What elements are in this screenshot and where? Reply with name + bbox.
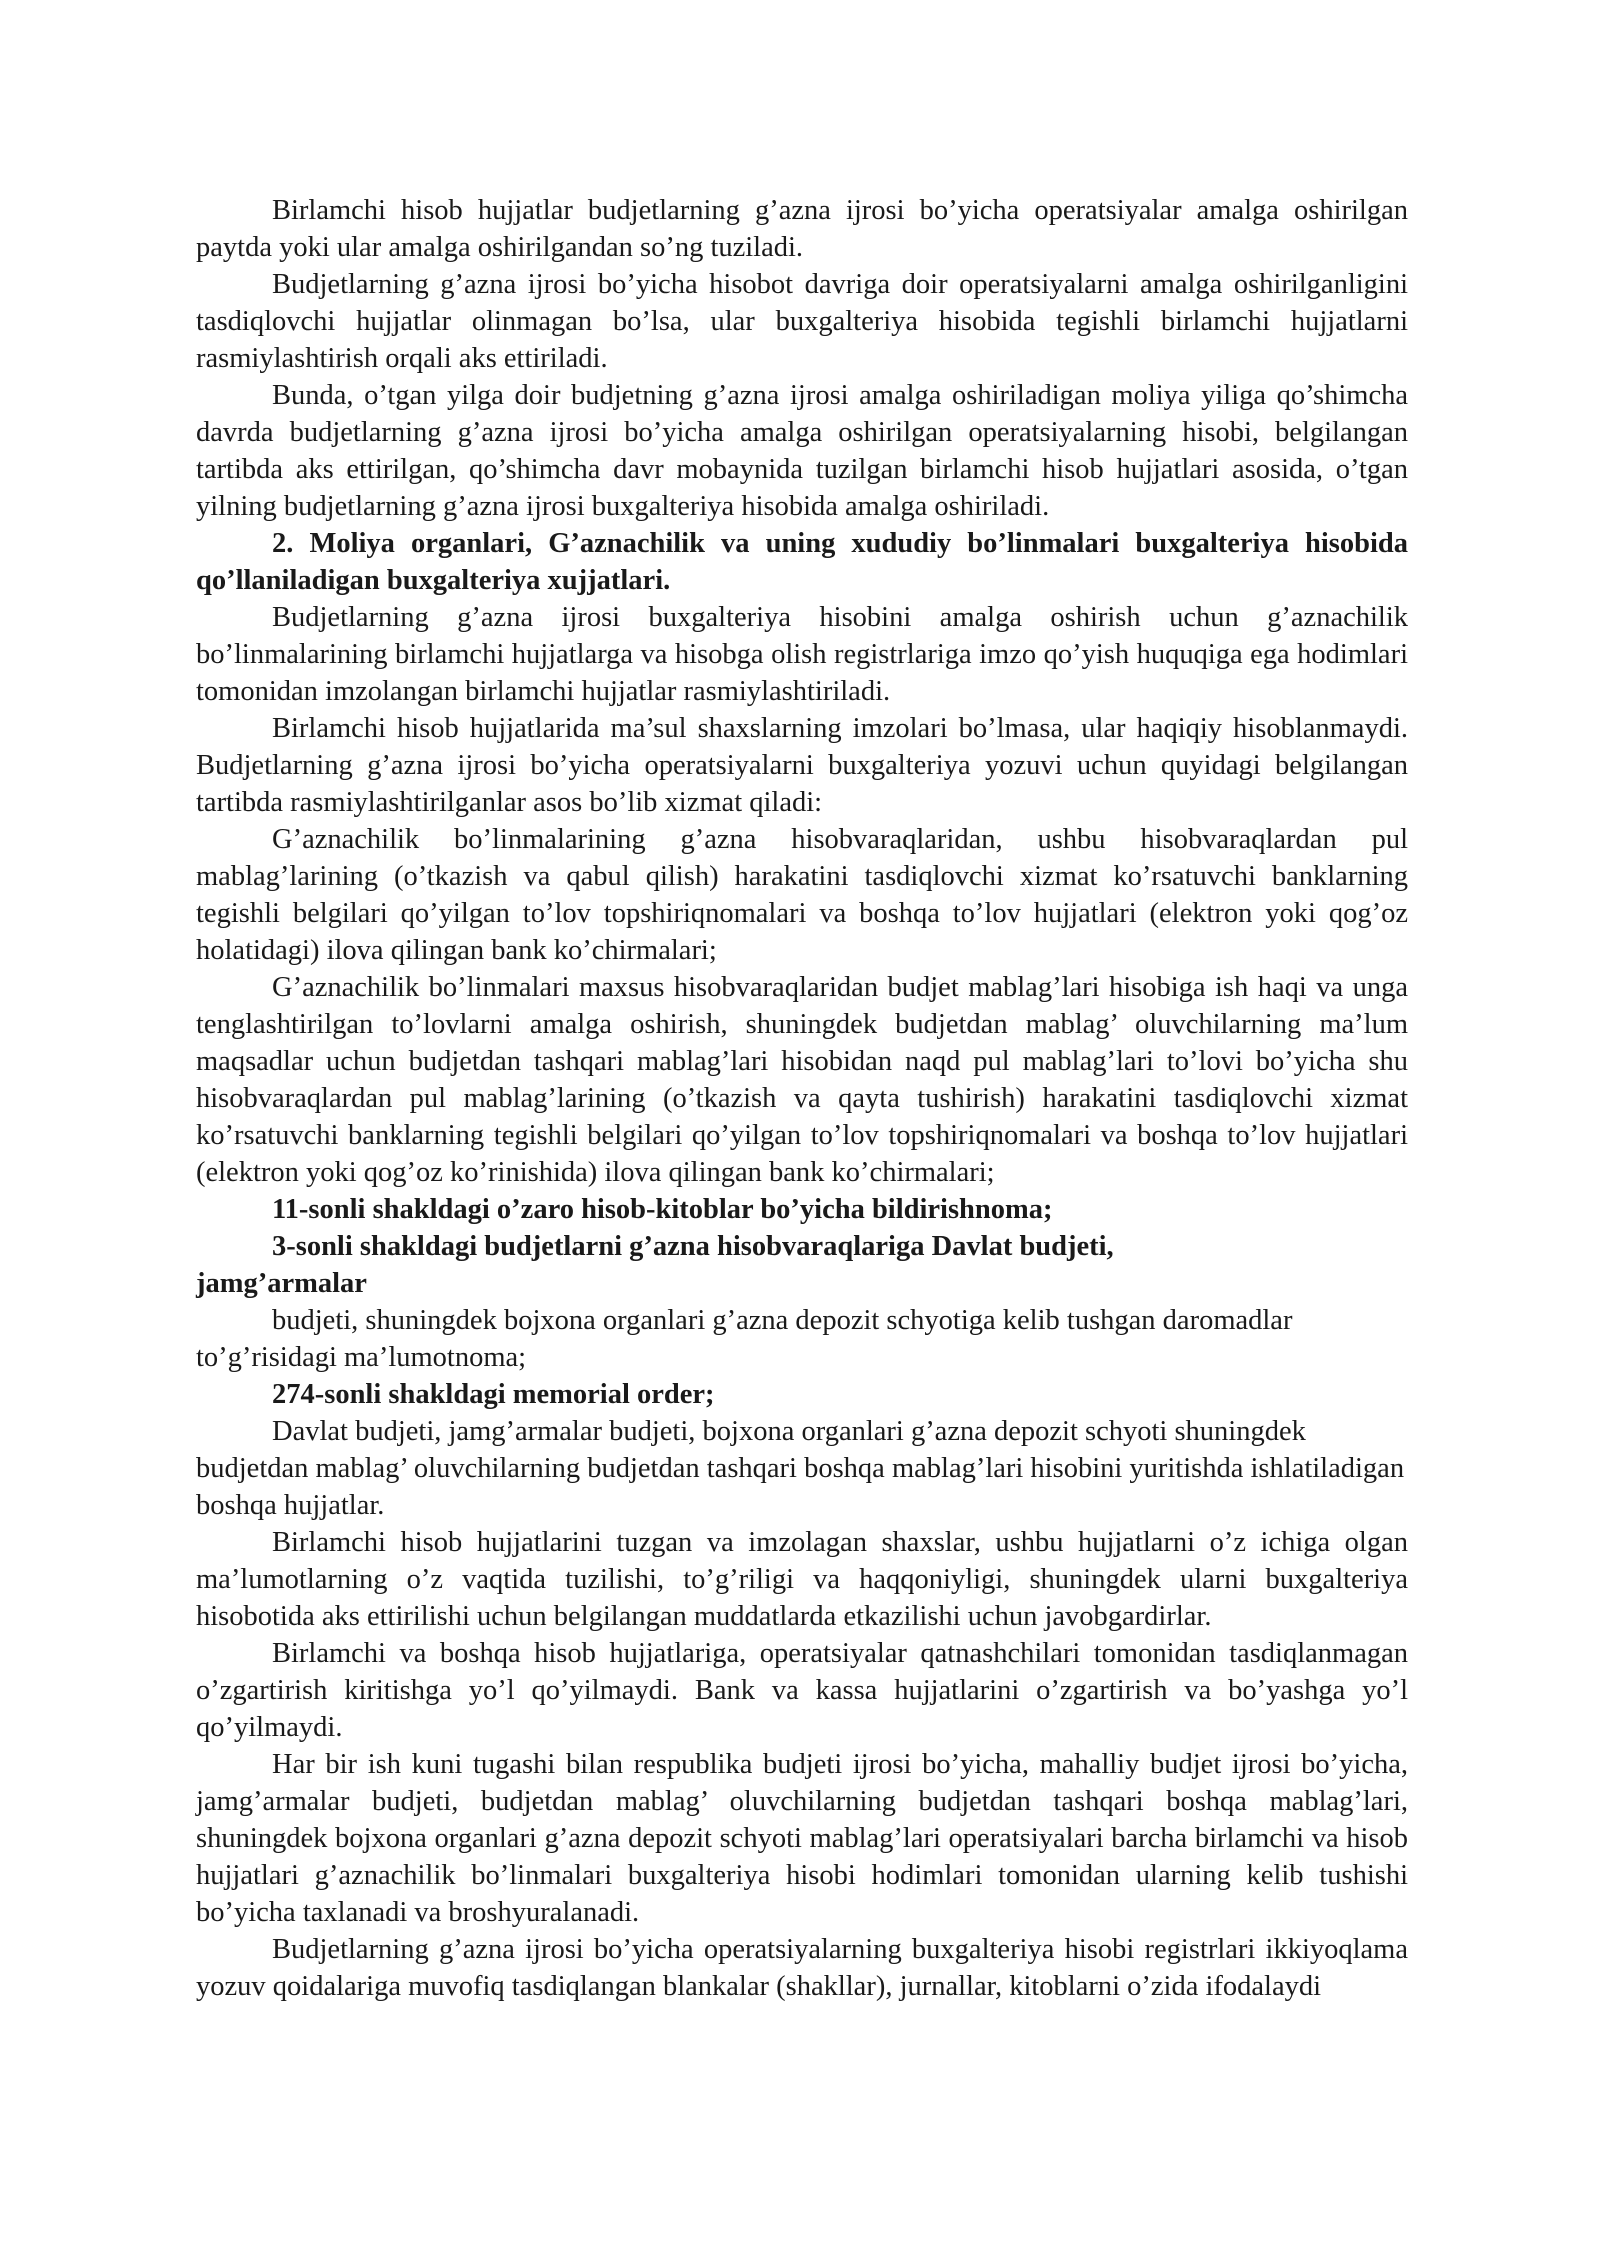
paragraph-responsibility: Birlamchi hisob hujjatlarini tuzgan va imzolagan shaxslar, ushbu hujjatlarni o’z ichiga olgan ma’lumotlarning o’z vaqtida tuzilishi, to’g’riligi va haqqoniyligi, shuningdek ularni buxgalteriya hisobotida aks ettirilishi uchun belgilangan muddatlarda etkazilishi uchun javobgardirlar. <box>196 1527 1408 1632</box>
paragraph-registers: Budjetlarning g’azna ijrosi bo’yicha operatsiyalarning buxgalteriya hisobi registrlari ikkiyoqlama yozuv qoidalariga muvofiq tasdiqlangan blankalar (shakllar), jurnallar, kitoblarni o’zida ifodalaydi <box>196 1934 1408 2002</box>
list-item-form-3-line2: jamg’armalar <box>196 1268 367 1299</box>
document-page <box>196 192 1408 2005</box>
paragraph-previous-year: Bunda, o’tgan yilga doir budjetning g’azna ijrosi amalga oshiriladigan moliya yiliga qo’shimcha davrda budjetlarning g’azna ijrosi bo’yicha amalga oshirilgan operatsiyalarning hisobi, belgilangan tartibda aks ettirilgan, qo’shimcha davr mobaynida tuzilgan birlamchi hisob hujjatlari asosida, o’tgan yilning budjetlarning g’azna ijrosi buxgalteriya hisobida amalga oshiriladi. <box>196 380 1408 522</box>
list-item-form-274: 274-sonli shakldagi memorial order; <box>272 1379 715 1410</box>
list-item-bank-statements: G’aznachilik bo’linmalarining g’azna hisobvaraqlaridan, ushbu hisobvaraqlardan pul mablag’larining (o’tkazish va qabul qilish) harakatini tasdiqlovchi xizmat ko’rsatuvchi banklarning tegishli belgilari qo’yilgan to’lov topshiriqnomalari va boshqa to’lov hujjatlari (elektron yoki qog’oz holatidagi) ilova qilingan bank ko’chirmalari; <box>196 824 1408 966</box>
list-item-special-accounts: G’aznachilik bo’linmalari maxsus hisobvaraqlaridan budjet mablag’lari hisobiga ish haqi va unga tenglashtirilgan to’lovlarni amalga oshirish, shuningdek budjetdan mablag’ oluvchilarning ma’lum maqsadlar uchun budjetdan tashqari mablag’lari hisobidan naqd pul mablag’lari to’lovi bo’yicha shu hisobvaraqlardan pul mablag’larining (o’tkazish va qayta tushirish) harakatini tasdiqlovchi xizmat ko’rsatuvchi banklarning tegishli belgilari qo’yilgan to’lov topshiriqnomalari va boshqa to’lov hujjatlari (elektron yoki qog’oz ko’rinishida) ilova qilingan bank ko’chirmalari; <box>196 972 1408 1188</box>
list-item-other-documents: Davlat budjeti, jamg’armalar budjeti, bojxona organlari g’azna depozit schyoti shuningdek budjetdan mablag’ oluvchilarning budjetdan tashqari boshqa mablag’lari hisobini yuritishda ishlatiladigan boshqa hujjatlar. <box>196 1416 1405 1521</box>
paragraph-missing-documents: Budjetlarning g’azna ijrosi bo’yicha hisobot davriga doir operatsiyalarni amalga oshirilganligini tasdiqlovchi hujjatlar olinmagan bo’lsa, ular buxgalteriya hisobida tegishli birlamchi hujjatlarni rasmiylashtirish orqali aks ettiriladi. <box>196 269 1408 374</box>
paragraph-daily-filing: Har bir ish kuni tugashi bilan respublika budjeti ijrosi bo’yicha, mahalliy budjet ijrosi bo’yicha, jamg’armalar budjeti, budjetdan mablag’ oluvchilarning budjetdan tashqari boshqa mablag’lari, shuningdek bojxona organlari g’azna depozit schyoti mablag’lari operatsiyalari barcha birlamchi va hisob hujjatlari g’aznachilik bo’linmalari buxgalteriya hisobi hodimlari tomonidan ularning kelib tushishi bo’yicha taxlanadi va broshyuralanadi. <box>196 1749 1408 1928</box>
list-item-form-3-continuation: budjeti, shuningdek bojxona organlari g’azna depozit schyotiga kelib tushgan daromadlar to’g’risidagi ma’lumotnoma; <box>196 1305 1293 1373</box>
paragraph-signatures-required: Birlamchi hisob hujjatlarida ma’sul shaxslarning imzolari bo’lmasa, ular haqiqiy hisoblanmaydi. Budjetlarning g’azna ijrosi bo’yicha operatsiyalarni buxgalteriya yozuvi uchun quyidagi belgilangan tartibda rasmiylashtirilganlar asos bo’lib xizmat qiladi: <box>196 713 1408 818</box>
list-item-form-3-line1: 3-sonli shakldagi budjetlarni g’azna hisobvaraqlariga Davlat budjeti, <box>272 1231 1114 1262</box>
paragraph-signing-rights: Budjetlarning g’azna ijrosi buxgalteriya hisobini amalga oshirish uchun g’aznachilik bo’linmalarining birlamchi hujjatlarga va hisobga olish registrlariga imzo qo’yish huquqiga ega hodimlari tomonidan imzolangan birlamchi hujjatlar rasmiylashtiriladi. <box>196 602 1408 707</box>
paragraph-no-changes: Birlamchi va boshqa hisob hujjatlariga, operatsiyalar qatnashchilari tomonidan tasdiqlanmagan o’zgartirish kiritishga yo’l qo’yilmaydi. Bank va kassa hujjatlarini o’zgartirish va bo’yashga yo’l qo’yilmaydi. <box>196 1638 1408 1743</box>
list-item-form-11: 11-sonli shakldagi o’zaro hisob-kitoblar bo’yicha bildirishnoma; <box>272 1194 1053 1225</box>
section-heading-2: 2. Moliya organlari, G’aznachilik va uning xududiy bo’linmalari buxgalteriya hisobida qo’llaniladigan buxgalteriya xujjatlari. <box>196 528 1408 596</box>
paragraph-primary-documents-timing: Birlamchi hisob hujjatlar budjetlarning g’azna ijrosi bo’yicha operatsiyalar amalga oshirilgan paytda yoki ular amalga oshirilgandan so’ng tuziladi. <box>196 195 1408 263</box>
